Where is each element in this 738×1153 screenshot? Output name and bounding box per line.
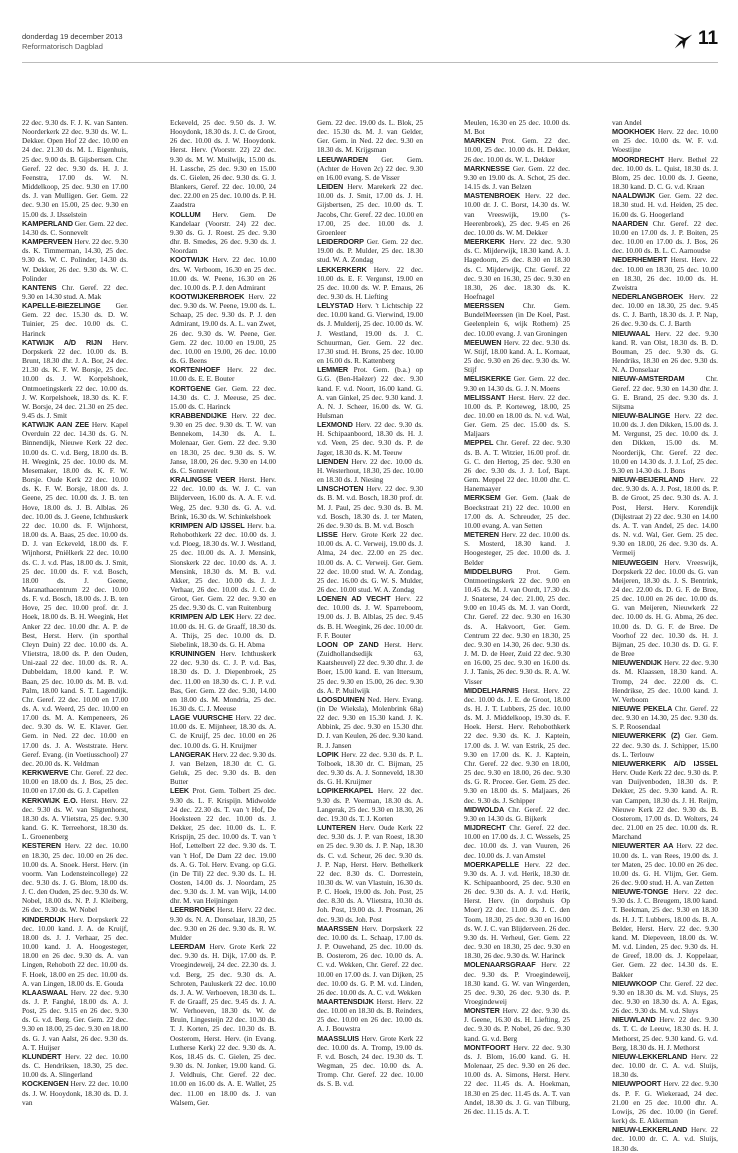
service-details: Gem. 22 dec. 19.00 ds. L. Blok, 25 dec. 15.30 ds. M. J. van Gelder, Ger. Gem. in Ned. 22 dec. 9.30 en 18.30 ds. M. Krijgsman xyxy=(317,118,423,155)
place-name: LEEK xyxy=(170,786,190,796)
service-details: Eckeveld, 25 dec. 9.50 ds. J. W. Hooydonk, 18.30 ds. J. C. de Groot, 26 dec. 10.00 ds. J. W. Hooydonk. Herst. Herv. (Voorstr. 22) 22 dec. 9.30 ds. M. W. Muilwijk, 15.00 ds. H. Lassche, 25 dec. 9.30 en 15.00 ds. C. Gielen, 26 dec. 9.30 ds. G. J. Blankers, Geref. 22 dec. 10.00, 24 dec. 22.00 en 25 dec. 10.00 ds. P. H. Zaadstra xyxy=(170,118,276,210)
service-entry xyxy=(22,988,128,1052)
place-name: LISSE xyxy=(317,530,338,540)
service-entry xyxy=(464,1006,570,1043)
service-entry xyxy=(170,905,276,942)
place-name: MELISKERKE xyxy=(464,374,511,384)
place-name: NEDERHEMERT xyxy=(612,255,668,265)
place-name: KOOTWIJK xyxy=(170,255,209,265)
place-name: LINSCHOTEN xyxy=(317,484,364,494)
place-name: KRIMPEN A/D LEK xyxy=(170,612,234,622)
service-entry xyxy=(464,686,570,805)
service-entry xyxy=(612,1125,718,1152)
service-details: Chr. Geref. 22 dec. 10.00 en 18.00 ds. J. Bos, 25 dec. 10.00 en 17.00 ds. G. J. Capellen xyxy=(22,768,128,796)
service-entry xyxy=(317,530,423,594)
service-details: Herv. 22 dec. 9.30 kand. R. van Olst, 18.30 ds. B. D. Bouman, 25 dec. 9.30 ds. G. Hendriks, 18.30 en 26 dec. 9.30 ds. N. A. Donselaar xyxy=(612,328,718,375)
service-entry xyxy=(464,118,570,136)
service-entry xyxy=(464,438,570,493)
service-details: Herv. 't Lichtschip 22 dec. 10.00 kand. G. Vierwind, 19.00 ds. J. Mulderij, 25 dec. 10.00 ds. W. J. Westland, 19.00 ds. J. C. Schuurman, Ger. Gem. 22 dec. 17.30 stud. H. Brons, 25 dec. 10.00 en 16.00 ds. R. Kattenberg xyxy=(317,301,423,366)
service-details: Chr. Geref. 22 dec. 9.30 ds. B. A. T. Witzier, 16.00 prof. dr. G. C. den Hertog, 25 dec. 9.30 en 26 dec. 9.30 ds. J. J. Lof, Bapt. Gem. Meppel 22 dec. 10.00 dhr. C. Hanemaayer xyxy=(464,438,570,494)
service-details: Herv. 22 dec. 10.00 dr. J. C. Borst, 14.30 ds. W. van Vreeswijk, 19.00 ('s-Heerenbroek), 25 dec. 9.45 en 26 dec. 10.00 ds. W. M. Dekker xyxy=(464,191,570,237)
place-name: NIEUWERTER AA xyxy=(612,841,674,851)
service-entry xyxy=(22,219,128,237)
service-details: Herv. Bethel 22 dec. 10.00 ds. L. Quist, 18.30 ds. J. Blom, 25 dec. 10.00 ds. J. Geene, 18.30 kand. D. C. G. v.d. Kraan xyxy=(612,154,718,192)
place-name: KOOTWIJKERBROEK xyxy=(170,291,245,301)
place-name: KRABBENDIJKE xyxy=(170,411,227,420)
service-entry xyxy=(170,649,276,713)
listing-column xyxy=(317,118,424,1089)
service-details: Ger. Gem. 22 dec. 9.30 ds. J. Schipper, 15.00 ds. L. Terlouw xyxy=(612,731,718,759)
service-entry xyxy=(22,420,128,768)
place-name: NEDERLANGBROEK xyxy=(612,291,684,301)
service-details: Chr. Geref. 22 dec. 10.00 en 17.00 ds. J. C. Wessels, 25 dec. 10.00 ds. J. van Vuuren, 26 dec. 10.00 ds. J. van Amstel xyxy=(464,823,570,860)
place-name: MONSTER xyxy=(464,1006,500,1016)
place-name: MELISSANT xyxy=(464,392,506,402)
service-details: Herv. 22 dec. 10.00 ds. H. G. de Graaff, 18.30 ds. A. Thijs, 25 dec. 10.00 ds. D. Siebelink, 18.30 ds. G. H. Abma xyxy=(170,612,277,649)
listing-column xyxy=(22,118,129,1107)
service-details: Herst. Herv. 22 dec. 9.30 ds. W. van Sligtenhorst, 18.30 ds. A. Vlietstra, 25 dec. 9.30 kand. G. K. Terreehorst, 18.30 ds. L. Groenenberg xyxy=(22,795,129,842)
service-entry xyxy=(464,823,570,860)
place-name: MEERSSEN xyxy=(464,301,505,311)
place-name: LEIDEN xyxy=(317,182,344,192)
place-name: LIENDEN xyxy=(317,456,349,466)
place-name: NIEUW-AMSTERDAM xyxy=(612,374,685,384)
service-details: Herv. 22 dec. 10.00 ds. J. W. Hooydonk, 18.30 ds. D. J. van xyxy=(22,1079,129,1107)
service-entry xyxy=(464,393,570,439)
service-details: Herv. Vreeswijk, Dorpskerk 22 dec. 10.00 ds. G. van Meijeren, 18.30 ds. J. S. Bentrink, 24 dec. 22.00 ds. D. G. F. de Bree, 25 dec. 10.00 en 26 dec. 10.00 ds. G. van Meijeren, Nieuwkerk 22 dec. 10.00 ds. H. G. Abma, 26 dec. 10.00 ds. D. G. F. de Bree. De Voorhof 22 dec. 10.30 ds. H. J. Bijman, 25 dec. 10.30 ds. D. G. F. de Bree xyxy=(612,557,718,659)
service-details: Chr. Geref. 22 dec. 10.00 en 17.00 ds. J. P. Boiten, 25 dec. 10.00 en 17.00 ds. J. Bos, 26 dec. 10.00 ds. B. L. C. Aarnoudse xyxy=(612,218,718,256)
service-details: Herv. 22 dec. 9.30 ds. B. M. v.d. Bosch, 18.30 prof. dr. M. J. Paul, 25 dec. 9.30 ds. B. M. v.d. Bosch, 18.30 ds. J. ter Maten, 26 dec. 9.30 ds. B. M. v.d. Bosch xyxy=(317,484,423,530)
newspaper-name: Reformatorisch Dagblad xyxy=(22,42,103,51)
service-details: Herv. 22 dec. 10.00 en 18.30, 25 dec. 9.45 ds. C. J. Barth, 18.30 ds. J. P. Nap, 26 dec. 9.30 ds. C. J. Barth xyxy=(612,291,718,329)
place-name: KORTENHOEF xyxy=(170,365,221,375)
service-entry xyxy=(317,750,423,787)
service-entry xyxy=(317,786,423,823)
place-name: NIEUWPOORT xyxy=(612,1079,662,1089)
service-details: Herv. Grote Kerk 22 dec. 10.00 ds. A. C. Verweij, 19.00 ds. J. Alma, 24 dec. 22.00 en 25 dec. 10.00 ds. A. C. Verweij. Ger. Gem. 22 dec. 10.00 stud. W. A. Zondag, 25 dec. 16.00 ds. G. W. S. Mulder, 26 dec. 10.00 stud. W. A. Zondag xyxy=(317,530,423,594)
service-details: Herv. 22 dec. 10.00 en 25 dec. 10.00 ds. W. F. v.d. Woestijne xyxy=(612,127,719,155)
service-entry xyxy=(612,219,718,256)
place-name: KLUNDERT xyxy=(22,1051,62,1061)
service-entry xyxy=(464,1043,570,1116)
service-details: Herv. Grote Kerk 22 dec. 9.30 ds. H. Dijk, 17.00 ds. P. Vroegindeweij, 24 dec. 22.30 ds. J. v.d. Berg, 25 dec. 9.30 ds. A. Schroten, Pauluskerk 22 dec. 10.00 ds. J. A. W. Verhoeven, 18.30 ds. L. F. de Graaff, 25 dec. 9.45 ds. J. A. W. Verhoeven, 18.30 ds. W. de Bruin, Lingesteijn 22 dec. 10.30 ds. T. J. Korten, 25 dec. 10.30 ds. B. Oosterom, Herst. Herv. (in Evang. Lutherse Kerk) 22 dec. 9.30 ds. A. Kos, 18.45 ds. C. Gielen, 25 dec. 9.30 ds. N. Jonker, 19.00 kand. G. J. Veldhuis, Chr. Geref. 22 dec. 10.00 en 16.00 ds. A. E. Wallet, 25 dec. 11.00 en 18.00 ds. J. van Walsem, Ger. xyxy=(170,942,276,1107)
place-name: MOOKHOEK xyxy=(612,127,655,137)
service-entry xyxy=(317,155,423,182)
place-name: NAALDWIJK xyxy=(612,191,655,201)
service-entry xyxy=(317,237,423,264)
service-entry xyxy=(464,301,570,338)
service-entry xyxy=(170,210,276,256)
service-entry xyxy=(170,713,276,750)
place-name: LOON OP ZAND xyxy=(317,639,379,649)
place-name: LELYSTAD xyxy=(317,301,354,311)
service-entry xyxy=(464,237,570,301)
place-name: LOOSDUINEN xyxy=(317,694,365,704)
service-details: Herst. Herv. 22 dec. 10.00 en 18.30, 25 dec. 10.00 en 18.30, 26 dec. 10.00 ds. H. Zweistra xyxy=(612,255,719,292)
service-entry xyxy=(464,136,570,163)
service-entry xyxy=(317,118,423,155)
place-name: LEERDAM xyxy=(170,942,206,952)
place-name: LEKKERKERK xyxy=(317,264,367,274)
place-name: NIEUWENDIJK xyxy=(612,658,662,668)
place-name: MOERKAPELLE xyxy=(464,859,519,869)
service-entry xyxy=(22,237,128,283)
place-name: MOORDRECHT xyxy=(612,154,665,164)
page-number: 11 xyxy=(698,28,719,49)
service-details: Herv. 22 dec. 9.30 ds. J. C. Breugem, 18.00 kand. T. Beekman, 25 dec. 9.30 en 18.30 ds. H. J. T. Lubbers, 18.00 ds. B. A. Belder, Herst. Herv. 22 dec. 9.30 kand. M. Diepeveen, 18.00 ds. W. M. v.d. Linden, 25 dec. 9.30 ds. H. de Greef, 18.00 ds. J. Koppelaar, Ger. Gem. 22 dec. 14.30 ds. E. Bakker xyxy=(612,887,718,979)
place-name: KRALINGSE VEER xyxy=(170,475,236,485)
place-name: NIEUWE PEKELA xyxy=(612,704,673,713)
service-details: Ger. Gem. (Jaak de Boeckstraat 21) 22 dec. 10.00 en 17.00 ds. A. Schreuder, 25 dec. 10.00 evang. A. van Setten xyxy=(464,493,570,530)
service-details: Herv. 22 dec. 10.00 ds. E. Mijnheer, 18.30 ds. A. C. de Kruijf, 25 dec. 10.00 en 26 dec. 10.00 ds. G. H. Kruijmer xyxy=(170,713,276,750)
place-name: NIEUW-BEIJERLAND xyxy=(612,475,684,485)
service-entry xyxy=(612,704,718,731)
place-name: LOPIK xyxy=(317,749,339,759)
service-details: Ger. Gem. 22 dec. 9.30 en 19.00 ds. A. Schot, 25 dec. 14.15 ds. J. van Belzen xyxy=(464,163,571,192)
place-name: MIDDELBURG xyxy=(464,566,513,576)
service-entry xyxy=(612,979,718,1016)
place-name: KESTEREN xyxy=(22,841,61,851)
service-details: Herv. 22 dec. 9.30 ds. A. J. Post, 18.00 ds. P. B. de Groot, 25 dec. 9.30 ds. A. J. Post, Herst. Herv. Korendijk (Dijkstraat 2) 22 dec. 9.30 en 14.00 ds. A. T. van Andel, 25 dec. 14.00 ds. N. v.d. Wal, Ger. Gem. 25 dec. 9.30 en 18.00, 26 dec. 9.30 ds. A. Vermeij xyxy=(612,475,718,558)
service-details: Herv. 22 dec. 9.30 ds. H. Schipaanboord, 18.30 ds. H. J. v.d. Veen, 25 dec. 9.30 ds. P. de Jager, 18.30 ds. K. M. Teeuw xyxy=(317,420,424,457)
service-entry xyxy=(170,118,276,210)
service-details: Ger. Gem. 22 dec. 15.30 ds. D. W. Tuinier, 25 dec. 10.00 ds. C. Harinck xyxy=(22,301,128,338)
service-details: Herv. Dorpskerk 22 dec. 10.00 kand. J. A. de Kruijf, 18.00 ds. J. J. Verhaar, 25 dec. 10.00 kand. J. A. Hoogesteger, 18.00 en 26 dec. 9.30 ds. A. van Lingen, Rehoboth 22 dec. 10.00 ds. F. Hoek, 18.00 en 25 dec. 10.00 ds. A. van Lingen, 18.00 ds. E. Gouda xyxy=(22,914,129,988)
place-name: KATWIJK AAN ZEE xyxy=(22,420,89,430)
place-name: LEIDERDORP xyxy=(317,237,364,247)
service-details: Herv. 22 dec. 9.30 en 25 dec. 9.30 ds. T. W. van Bennekom, 14.30 ds. A. L. Molenaar, Ger. Gem. 22 dec. 9.30 en 18.30, 25 dec. 9.30 ds. S. W. Janse, 18.00, 26 dec. 9.30 en 14.00 ds. C. Sonnevelt xyxy=(170,411,276,475)
service-entry xyxy=(464,374,570,392)
service-entry xyxy=(612,191,718,218)
place-name: NIEUWKOOP xyxy=(612,978,657,988)
listing-column xyxy=(464,118,571,1116)
place-name: NIEUW-LEKKERLAND xyxy=(612,1125,688,1135)
service-entry xyxy=(317,924,423,997)
page-header xyxy=(22,30,718,60)
service-details: Prot. Gem. 22 dec. 10.00, 25 dec. 10.00 ds. H. Dekker, 26 dec. 10.00 ds. W. L. Dekker xyxy=(464,136,570,164)
service-details: Herv. 22 dec. 9.30 ds. J. P. Fanghé, 18.00 ds. A. J. Post, 25 dec. 9.15 en 26 dec. 9.30 ds. G. v.d. Berg. Ger. Gem. 22 dec. 9.30 en 18.00, 25 dec. 9.30 en 18.00 ds. G. J. van Aalst, 26 dec. 9.30 ds. A. T. Huijser xyxy=(22,987,128,1052)
service-entry xyxy=(170,365,276,383)
service-details: Chr. Geref. 22 dec. 9.30 en 14.30 dhr. J. G. E. Brand, 25 dec. 9.30 ds. J. Sijtsma xyxy=(612,374,718,411)
service-entry xyxy=(22,118,128,219)
service-entry xyxy=(170,786,276,905)
service-details: Ger. Gem. 22 dec. 18.30 stud. H. v.d. Heiden, 25 dec. 16.00 ds. G. Hoogerland xyxy=(612,191,718,219)
service-entry xyxy=(612,658,718,704)
service-details: Ger. Gem. 22 dec. 14.30 ds. C. Sonnevelt xyxy=(22,218,128,237)
service-entry xyxy=(612,1015,718,1052)
service-details: Herv. 22 dec. 9.30 ds. W. Peene, 19.00 ds. L. Schaap, 25 dec. 9.30 ds. P. J. den Admirant, 19.00 ds. A. L. van Zwet, 26 dec. 9.30 ds. W. Peene, Ger. Gem. 22 dec. 10.00 en 19.00, 25 dec. 10.00 en 19.00, 26 dec. 10.00 ds. G. Beens xyxy=(170,291,277,366)
place-name: NIEUW-LEKKERLAND xyxy=(612,1051,688,1061)
place-name: KOCKENGEN xyxy=(22,1079,69,1089)
service-entry xyxy=(317,265,423,302)
service-entry xyxy=(317,420,423,457)
place-name: LANGERAK xyxy=(170,749,211,759)
listing-column xyxy=(612,118,719,1153)
service-details: Herst. Herv. 22 dec. 10.00 ds. J. E. de Groot, 18.00 ds. H. J. T. Lubbers, 25 dec. 10.00 ds. M. J. Middelkoop, 19.30 ds. F. Hoek. Herst. Herv. Rehobothkerk 22 dec. 9.30 ds. K. J. Kaptein, 17.00 ds. J. W. van Estrik, 25 dec. 9.30 en 17.00 ds. K. J. Kaptein, Chr. Geref. 22 dec. 9.30 en 18.00, 25 dec. 9.30 en 18.00, 26 dec. 9.30 ds. G. R. Procee. Ger. Gem. 25 dec. 9.30 en 18.00 ds. S. Maljaars, 26 dec. 9.30 ds. J. Schipper xyxy=(464,685,571,805)
place-name: MARKNESSE xyxy=(464,163,510,173)
service-details: Herv. 22 dec. 9.30 ds. J. Geene, 16.30 ds. H. Liefting, 25 dec. 9.30 ds. P. Nobel, 26 dec. 9.30 kand. G. v.d. Berg xyxy=(464,1006,571,1043)
service-details: Herv. 22 dec. 9.30 ds. T. C. de Leeuw, 18.30 ds. H. J. Methorst, 25 dec. 9.30 kand. G. v.d. Berg, 18.30 ds. H. J. Methorst xyxy=(612,1015,718,1052)
service-details: Herv. Grote Kerk 22 dec. 10.00 ds. A. Tromp, 19.00 ds. F. v.d. Bosch, 24 dec. 19.30 ds. T. Wegman, 25 dec. 10.00 ds. A. Tromp. Chr. Geref. 22 dec. 10.00 ds. S. B. v.d. xyxy=(317,1033,423,1089)
service-entry xyxy=(317,457,423,484)
service-entry xyxy=(612,475,718,557)
place-name: MEEUWEN xyxy=(464,337,502,347)
place-name: LEXMOND xyxy=(317,420,353,430)
service-entry xyxy=(317,640,423,695)
place-name: MARKEN xyxy=(464,136,496,146)
service-details: Prot. Gem. Tolbert 25 dec. 9.30 ds. L. F. Krispijn. Midwolde 24 dec. 22.30 ds. T. van 't Hof, De Hoeksteen 22 dec. 10.00 ds. J. Dekker, 25 dec. 10.00 ds. L. F. Krispijn, 25 dec. 10.00 ds. T. van 't Hof, Lettelbert 22 dec. 9.30 ds. T. van 't Hof, De Dam 22 dec. 19.00 ds. A. G. Tol. Herv. Evang. op G.G. (in De Til) 22 dec. 9.30 ds. L. H. Oosten, 14.00 ds. J. Noordam, 25 dec. 9.30 ds. J. M. van Wijk, 14.00 dhr. M. van Heijningen xyxy=(170,786,276,906)
service-details: Herv. Dorpskerk 22 dec. 10.00 ds. B. Brunt, 18.30 dhr. J. A. Bor, 24 dec. 21.30 ds. K. F. W. Borsje, 25 dec. 10.00 ds. J. W. Korpelshoek, Ontmoetingskerk 22 dec. 10.00 ds. J. W. Korpelshoek, 18.30 ds. K. F. W. Borsje, 24 dec. 21.30 en 25 dec. 9.45 ds. J. Smit xyxy=(22,337,129,420)
service-details: Herv. 22 dec. 9.30 ds. P. F. G. Wiekeraad, 24 dec. 21.00 en 25 dec. 10.00 dhr. A. Lowijs, 26 dec. 10.00 (in Geref. kerk) ds. E. Akkerman xyxy=(612,1079,718,1126)
place-name: NIEUWLAND xyxy=(612,1015,656,1025)
service-details: Herv. 22 dec. 10.00 ds. H. Westerhout, 18.30, 25 dec. 10.00 en 18.30 ds. J. Niesing xyxy=(317,456,423,485)
place-name: MIJDRECHT xyxy=(464,823,506,833)
service-entry xyxy=(464,860,570,961)
service-details: Herst. Herv. 22 dec. 10.00 ds. P. Korteweg, 18.00, 25 dec. 10.00 en 18.00 ds. N. v.d. Wal, Ger. Gem. 25 dec. 15.00 ds. S. Maljaars xyxy=(464,392,570,439)
place-name: NIEUW-BALINGE xyxy=(612,411,671,420)
service-entry xyxy=(612,374,718,411)
service-entry xyxy=(22,768,128,795)
service-entry xyxy=(317,182,423,237)
service-details: Herv. 22 dec. 10.00 en 18.30, 25 dec. 10.00 en 26 dec. 10.00 ds. A. Snoek. Herst. Herv. (in voorm. Van Lodensteincollege) 22 dec. 9.30 ds. J. G. Blom, 18.00 ds. J. C. den Ouden, 25 dec. 9.30 ds. W. Nobel, 18.00 ds. N. P. J. Kleiberg, 26 dec. 9.30 ds. W. Nobel xyxy=(22,841,129,915)
service-details: Herv. 22 dec. 10.00 dr. C. A. v.d. Sluijs, 18.30 ds. xyxy=(612,1051,719,1080)
service-entry xyxy=(170,384,276,411)
service-entry xyxy=(464,567,570,686)
service-entry xyxy=(612,1052,718,1079)
service-details: Chr. Geref. 22 dec. 9.30 en 14.30 ds. G. Bijkerk xyxy=(464,804,570,823)
place-name: MONTFOORT xyxy=(464,1042,511,1052)
service-entry xyxy=(612,255,718,292)
service-entry xyxy=(464,164,570,191)
place-name: NIEUWERKERK (Z) xyxy=(612,731,680,741)
service-details: van Andel xyxy=(612,118,642,127)
service-details: Herv. b.a. Rehobothkerk 22 dec. 10.00 ds. J. v.d. Ploeg, 18.30 ds. W. J. Westland, 25 dec. 10.00 ds. A. J. Mensink, Sionskerk 22 dec. 10.00 ds. A. J. Mensink, 18.30 ds. M. B. v.d. Akker, 25 dec. 10.00 ds. J. J. Verhaar, 26 dec. 10.00 ds. J. C. de Groot, Ger. Gem. 22 dec. 9.30 en 25 dec. 9.30 ds. C. van Ruitenburg xyxy=(170,520,277,613)
place-name: KORTGENE xyxy=(170,383,211,393)
place-name: KINDERDIJK xyxy=(22,914,66,924)
service-details: Herv. Kapel Overduin 22 dec. 14.30 ds. G. N. Binnendijk, Nieuwe Kerk 22 dec. 10.00 ds. C. v.d. Berg, 18.00 ds. B. H. Weegink, 25 dec. 10.00 ds. M. Mesemaker, 18.00 ds. K. F. W. Borsje. Oude Kerk 22 dec. 10.00 ds. K. F. W. Borsje, 18.00 ds. J. Geene, 25 dec. 10.00 ds. J. B. ten Hove, 18.00 ds. J. B. Alblas. 26 dec. 10.00 ds. J. Geene, Ichthuskerk 22 dec. 10.00 ds. F. Wijnhorst, 18.00 ds. A. Baas, 25 dec. 10.00 ds. D. J. van Eckeveld, 18.00 ds. F. Wijnhorst, Pniëlkerk 22 dec. 10.00 ds. C. J. v.d. Plas, 18.00 ds. J. Smit, 25 dec. 10.00 ds. F. v.d. Bosch, 18.00 ds. J. Geene, Maranathacentrum 22 dec. 10.00 ds. F. v.d. Bosch, 18.00 ds. J. B. ten Hove, 25 dec. 10.00 prof. dr. J. Hoek, 18.00 ds. B. H. Weegink, Het Anker 22 dec. 10.00 dhr. A. P. de Best, Herst. Herv. (in sporthal Cleyn Duin) 22 dec. 10.00 ds. A. Vlietstra, 18.00 ds. P. den Ouden, Uni-zaal 22 dec. 10.00 ds. R. A. Dubbeldam, 18.00 kand. P. W. Baan, 25 dec. 10.00 ds. M. B. v.d. Palm, 18.00 kand. S. T. Lagendijk. Chr. Geref. 22 dec. 10.00 en 17.00 ds. A. v.d. Weerd, 25 dec. 10.00 en 17.00 ds. M. A. Kempeneers, 26 dec. 9.30 ds. W. E. Klaver. Ger. Gem. in Ned. 22 dec. 10.00 en 17.00 ds. J. A. Weststrate. Herv. Geref. Evang. (in Voetiusschool) 27 dec. 20.00 ds. K. Veldman xyxy=(22,420,128,768)
place-name: KLAASWAAL xyxy=(22,987,68,997)
service-entry xyxy=(22,1052,128,1079)
service-details: Herst. Herv. 22 dec. 9.30 ds. N. A. Donselaar, 18.30, 25 dec. 9.30 en 26 dec. 9.30 ds. R. W. Mulder xyxy=(170,905,276,942)
service-entry xyxy=(170,411,276,475)
service-details: Herv. 22 dec. 10.00 ds. E. F. Vergunst, 19.00 en 25 dec. 10.00 ds. W. P. Emaus, 26 dec. 9.30 ds. H. Liefting xyxy=(317,264,423,301)
service-entry xyxy=(612,887,718,979)
service-details: Chr. Geref. 22 dec. 9.30 en 14.30 stud. A. Mak xyxy=(22,282,128,301)
service-entry xyxy=(612,759,718,841)
service-entry xyxy=(170,292,276,365)
place-name: LOPIKERKAPEL xyxy=(317,786,373,796)
service-details: 22 dec. 9.30 ds. F. J. K. van Santen. Noorderkerk 22 dec. 9.30 ds. W. L. Dekker. Open Hof 22 dec. 10.00 en 24 dec. 21.30 ds. M. L. Eigenhuis, 25 dec. 9.00 ds. B. Gijsbertsen. Chr. Geref. 22 dec. 9.30 ds. H. J. J. Feenstra, 17.00 ds. W. N. Middelkoop, 25 dec. 9.30 en 17.00 ds. J. van Mulligen. Ger. Gem. 22 dec. 9.30 en 15.00, 25 dec. 9.30 en 15.00 ds. J. IJsselstein xyxy=(22,118,128,219)
service-details: Ned. Herv. Evang. (in De Wieksla), Molenbrink 68a) 22 dec. 9.30 en 15.30 kand. J. K. Abbink, 25 dec. 9.30 en 15.30 dhr. D. J. van Keulen, 26 dec. 9.30 kand. R. J. Jansen xyxy=(317,694,423,750)
service-entry xyxy=(612,127,718,154)
service-entry xyxy=(170,612,276,649)
service-entry xyxy=(317,997,423,1034)
service-entry xyxy=(612,558,718,659)
service-entry xyxy=(612,155,718,192)
service-entry xyxy=(22,796,128,842)
place-name: KAPELLE-BIEZELINGE xyxy=(22,301,101,311)
place-name: KRUININGEN xyxy=(170,649,216,659)
service-details: Herv. 22 dec. 9.30 ds. P. L. Tolboek, 18.30 dr. C. Bijman, 25 dec. 9.30 ds. A. J. Sonneveld, 18.30 ds. G. H. Kruijmer xyxy=(317,749,423,787)
service-details: Herv. 22 dec. 10.00 ds. J. den Dikken, 15.00 ds. J. M. Vergunst, 25 dec. 10.00 ds. J. den Dikken, 15.00 ds. M. Noorderijk, Chr. Geref. 22 dec. 10.00 en 14.30 ds. J. J. Lof, 25 dec. 9.30 en 14.30 ds. J. Bons xyxy=(612,411,718,475)
place-name: KRIMPEN A/D IJSSEL xyxy=(170,520,245,530)
service-details: Herv. 22 dec. 9.30 ds. J. van Belzen, 18.30 dr. C. G. Geluk, 25 dec. 9.30 ds. B. den Butter xyxy=(170,749,277,787)
service-entry xyxy=(317,301,423,365)
service-details: Ger. Gem. 22 dec. 19.00 ds. P. Mulder, 25 dec. 18.30 stud. W. A. Zondag xyxy=(317,237,423,265)
service-details: Herst. Herv. (Zuidhollandsedijk 63, Kaatsheuvel) 22 dec. 9.30 dhr. J. de Boer, 15.00 kand. E. van Ittersum, 25 dec. 9.30 en 15.00, 26 dec. 9.30 ds. A. P. Muilwijk xyxy=(317,639,424,695)
service-entry xyxy=(317,695,423,750)
place-name: LEMMER xyxy=(317,365,349,375)
service-entry xyxy=(464,530,570,567)
service-details: Herv. 22 dec. 10.00 ds. E. E. Bouter xyxy=(170,365,276,384)
place-name: NIEUWE-TONGE xyxy=(612,887,669,897)
place-name: KANTENS xyxy=(22,282,57,292)
service-details: Herv. Marekerk 22 dec. 10.00 ds. J. Smit, 17.00 ds. J. H. Gijsbertsen, 25 dec. 10.00 ds. T. Jacobs, Chr. Geref. 22 dec. 10.00 en 17.00, 25 dec. 10.00 ds. J. Groenleer xyxy=(317,182,423,237)
service-entry xyxy=(464,493,570,530)
service-details: Herv. 22 dec. 10.00 ds. L. van Rees, 19.00 ds. J. ter Maten, 25 dec. 10.00 en 26 dec. 10.00 ds. G. H. Vlijm, Ger. Gem. 26 dec. 9.00 stud. H. A. van Zetten xyxy=(612,841,719,887)
place-name: MOLENAARSGRAAF xyxy=(464,960,536,970)
place-name: METEREN xyxy=(464,530,499,540)
place-name: KAMPERLAND xyxy=(22,218,73,228)
service-details: Herv. 22 dec. 9.30 ds. J. Blom, 16.00 kand. G. H. Molenaar, 25 dec. 9.30 en 26 dec. 10.00 ds. A. Simons, Herst. Herv. 22 dec. 11.45 ds. A. Hoekman, 18.30 en 25 dec. 11.45 ds. A. T. van Andel, 18.30 ds. J. G. van Tilburg, 26 dec. 11.15 ds. A. T. xyxy=(464,1042,570,1116)
header-divider xyxy=(22,62,718,63)
service-entry xyxy=(22,301,128,338)
service-entry xyxy=(317,823,423,924)
service-details: Ger. Gem. 22 dec. 9.30 en 14.30 ds. G. J. N. Moens xyxy=(464,374,570,393)
service-details: Ger. Gem. 22 dec. 14.30 ds. C. J. Meeuse, 25 dec. 15.00 ds. C. Harinck xyxy=(170,383,276,411)
service-entry xyxy=(22,915,128,988)
service-details: Herst. Herv. 22 dec. 10.00 en 18.30 ds. B. Reinders, 25 dec. 10.00 en 26 dec. 10.00 ds. A. J. Bouwstra xyxy=(317,997,424,1034)
service-details: Herv. Ichthuskerk 22 dec. 9.30 ds. C. J. P. v.d. Bas, 18.30 ds. D. J. Diepenbroek, 25 dec. 11.00 en 18.30 ds. C. J. P. v.d. Bas, Ger. Gem. 22 dec. 9.30, 14.00 en 18.00 ds. M. Mondria, 25 dec. 16.30 ds. C. J. Meeuse xyxy=(170,649,276,713)
service-details: Herv. 22 dec. 10.00 ds. C. Hendriksen, 18.30, 25 dec. 10.00 ds. A. Slingerland xyxy=(22,1051,128,1080)
place-name: KAMPERVEEN xyxy=(22,237,73,247)
place-name: KATWIJK A/D RIJN xyxy=(22,337,103,347)
place-name: LEEUWARDEN xyxy=(317,154,368,164)
service-details: Herv. 22 dec. 10.00 ds. J. W. Sparreboom, 19.00 ds. J. B. Alblas, 25 dec. 9.45 ds. B. H. Weegink, 26 dec. 10.00 dr. F. F. Bouter xyxy=(317,594,423,640)
place-name: MERKSEM xyxy=(464,493,501,503)
service-entry xyxy=(317,484,423,530)
service-details: Meulen, 16.30 en 25 dec. 10.00 ds. M. Bot xyxy=(464,118,570,137)
service-entry xyxy=(170,475,276,521)
service-entry xyxy=(464,338,570,375)
place-name: NIEUWEGEIN xyxy=(612,557,659,567)
place-name: KOLLUM xyxy=(170,209,201,219)
place-name: KERKWERVE xyxy=(22,768,69,778)
service-details: Herv. 22 dec. 9.30 ds. P. Vroegindeweij, 18.30 kand. G. W. van Wingerden, 25 dec. 9.30, 26 dec. 9.30 ds. P. Vroegindeweij xyxy=(464,960,570,1006)
service-entry xyxy=(612,411,718,475)
place-name: LAGE VUURSCHE xyxy=(170,713,233,723)
service-entry xyxy=(317,365,423,420)
service-entry xyxy=(170,255,276,292)
service-details: Herv. 22 dec. 10.00 ds. S. Mosterd, 18.30 kand. J. Hoogesteger, 25 dec. 10.00 ds. J. Belder xyxy=(464,530,570,567)
place-name: LEERBROEK xyxy=(170,905,215,915)
place-name: MIDDELHARNIS xyxy=(464,685,519,695)
service-details: Herv. 22 dec. 9.30 ds. A. J. v.d. Herik, 18.30 dr. K. Schipaanboord, 25 dec. 9.30 en 26 dec. 9.30 ds. A. J. v.d. Herik, Herst. Herv. (in dorpshuis Op Moer) 22 dec. 11.00 ds. J. C. den Toom, 18.30, 25 dec. 9.30 en 16.00 ds. W. J. C. van Blijderveen. 26 dec. 9.30 ds. H. Verheul, Ger. Gem. 22 dec. 9.30 en 18.30, 25 dec. 9.30 en 18.30, 26 dec. 9.30 ds. W. Harinck xyxy=(464,859,570,961)
place-name: NIEUWAAL xyxy=(612,328,651,338)
service-entry xyxy=(612,118,718,127)
issue-date: donderdag 19 december 2013 xyxy=(22,32,123,41)
service-entry xyxy=(22,338,128,420)
service-details: Herv. Oude Kerk 22 dec. 9.30 ds. J. P. van Roest, 18.30 en 25 dec. 9.30 ds. J. P. Nap, 18.30 ds. C. v.d. Scheur, 26 dec. 9.30 ds. J. P. Nap, Herst. Herv. Bethelkerk 22 dec. 8.30 ds. C. Dorrestein, 10.30 ds. W. van Vlastuin, 16.30 ds. P. C. Hoek, 19.00 ds. Joh. Post, 25 dec. 8.30 ds. A. Vlietstra, 10.30 ds. Joh. Post, 19.00 ds. J. Prosman, 26 dec. 9.30 ds. Joh. Post xyxy=(317,823,423,924)
service-details: Herv. 22 dec. 9.30 ds. K. Timmerman, 14.30, 25 dec. 9.30 ds. W. C. Polinder, 14.30 ds. W. Dekker, 26 dec. 9.30 ds. W. C. Polinder xyxy=(22,237,128,283)
place-name: NAARDEN xyxy=(612,218,648,228)
service-entry xyxy=(317,594,423,640)
service-entry xyxy=(22,841,128,914)
place-name: MEERKERK xyxy=(464,237,505,247)
place-name: MEPPEL xyxy=(464,438,494,448)
service-details: Chr. Gem. BundelMeerssen (in De Koel, Past. Geelenplein 6, wijk Rothem) 25 dec. 10.00 evang. J. van Groningen xyxy=(464,301,570,338)
place-name: MAARTENSDIJK xyxy=(317,997,374,1006)
service-details: Prot. Gem. (b.a.) op G.G. (Ben-Haëzer) 22 dec. 9.30 kand. F. v.d. Noort, 16.00 kand. G. A. van Ginkel, 25 dec. 9.30 kand. J. A. N. J. Scheer, 16.00 ds. W. G. Hulsman xyxy=(317,365,423,420)
service-entry xyxy=(317,1034,423,1089)
service-entry xyxy=(170,521,276,613)
service-details: Herv. Dorpskerk 22 dec. 10.00 ds. L. Schaap, 17.00 ds. J. P. Ouwehand, 25 dec. 10.00 ds. B. Oosterom, 26 dec. 10.00 ds. A. C. v.d. Wekken, Chr. Geref. 22 dec. 10.00 en 17.00 ds. J. van Dijken, 25 dec. 10.00 ds. G. P. M. v.d. Linden, 26 dec. 10.00 ds. A. C. v.d. Wekken xyxy=(317,923,424,997)
service-entry xyxy=(22,283,128,301)
place-name: MASTENBROEK xyxy=(464,191,521,201)
service-details: Chr. Geref. 22 dec. 9.30 en 18.30 ds. M. v.d. Sluys, 25 dec. 9.30 en 18.30 ds. A. A. Egas, 26 dec. 9.30 ds. M. v.d. Sluys xyxy=(612,978,718,1016)
service-details: Herv. 22 dec. 9.30 ds. C. Mijderwijk, 18.30 kand. A. J. Hagedoorn, 25 dec. 8.30 en 18.30 ds. C. Mijderwijk, Chr. Geref. 22 dec. 9.30 en 16.30, 25 dec. 9.30 en 18.30, 26 dec. 18.30 ds. K. Hoefnagel xyxy=(464,237,570,301)
service-entry xyxy=(464,805,570,823)
service-entry xyxy=(464,960,570,1006)
church-services-listing xyxy=(22,118,719,1153)
service-details: Herv. 22 dec. 10.00 drs. W. Verboom, 16.30 en 25 dec. 10.00 ds. W. Peene, 16.30 en 26 dec. 10.00 ds. P. J. den Admirant xyxy=(170,255,276,292)
service-entry xyxy=(170,750,276,787)
service-entry xyxy=(170,942,276,1107)
service-details: Herst. Herv. 22 dec. 10.00 ds. W. J. C. van Blijderveen, 16.00 ds. A. A. F. v.d. Weg, 25 dec. 9.30 ds. G. A. v.d. Brink, 16.30 ds. W. Schinkelshoek xyxy=(170,475,276,521)
service-entry xyxy=(612,292,718,329)
service-details: Herv. 22 dec. 9.30 ds. M. Klaassen, 18.30 kand. A. Tromp, 24 dec. 22.00 ds. C. Hendrikse, 25 dec. 10.00 kand. J. W. Verboom xyxy=(612,658,718,704)
bird-logo-icon xyxy=(672,30,694,52)
place-name: LOENEN AD VECHT xyxy=(317,594,391,604)
listing-column xyxy=(170,118,277,1107)
service-details: Herv. 22 dec. 9.30 ds. P. Veerman, 18.30 ds. A. Langerak, 25 dec. 9.30 en 18.30, 26 dec. 19.30 ds. T. J. Korten xyxy=(317,786,423,823)
service-entry xyxy=(464,191,570,237)
place-name: MAASSLUIS xyxy=(317,1033,360,1043)
service-entry xyxy=(612,731,718,758)
service-entry xyxy=(612,1079,718,1125)
service-entry xyxy=(22,1079,128,1106)
service-details: Prot. Gem. Ontmoetingskerk 22 dec. 9.00 en 10.45 ds. M. J. van Oordt, 17.30 ds. J. Snaterse, 24 dec. 21.00, 25 dec. 9.00 en 10.45 ds. M. J. van Oordt, Chr. Geref. 22 dec. 9.30 en 16.30 ds. A. Hakvoort, Ger. Gem. Centrum 22 dec. 9.30 en 18.30, 25 dec. 9.30 en 14.30, 26 dec. 9.30 ds. J. M. D. de Heer, Zuid 22 dec. 9.30 en 16.00, 25 dec. 9.30 en 16.00 ds. J. J. Tanis, 26 dec. 9.30 ds. R. A. W. Visser xyxy=(464,566,570,686)
place-name: NIEUWERKERK A/D IJSSEL xyxy=(612,758,718,768)
place-name: LUNTEREN xyxy=(317,823,356,833)
place-name: KERKWIJK E.O. xyxy=(22,795,78,805)
service-details: Herv. Gem. De Kandelaar (Voorstr. 24) 22 dec. 9.30 ds. G. J. Roest. 25 dec. 9.30 dhr. B. Smedes, 26 dec. 9.30 ds. J. Noordam xyxy=(170,209,277,256)
service-details: Chr. Geref. 22 dec. 9.30 en 14.30, 25 dec. 9.30 ds. S. P. Roosendaal xyxy=(612,704,719,732)
service-entry xyxy=(612,841,718,887)
service-details: Herv. Oude Kerk 22 dec. 9.30 ds. P. van Duijvenboden, 18.30 ds. P. Dekker, 25 dec. 9.30 kand. A. R. van Campen, 18.30 ds. J. H. Reijm, Nieuwe Kerk 22 dec. 9.30 ds. B. Oosterom, 17.00 ds. D. Wolters, 24 dec. 21.00 en 25 dec. 10.00 ds. R. Marchand xyxy=(612,768,718,842)
place-name: MAARSSEN xyxy=(317,923,358,933)
service-details: Herv. 22 dec. 10.00 dr. C. A. v.d. Sluijs, 18.30 ds. xyxy=(612,1125,719,1153)
place-name: MIDWOLDA xyxy=(464,804,505,814)
service-details: Herv. 22 dec. 9.30 ds. W. Stijf, 18.00 kand. A. L. Kornaat, 25 dec. 9.30 en 26 dec. 9.30 ds. W. Stijf xyxy=(464,337,570,375)
service-details: Ger. Gem. (Achter de Hoven 2c) 22 dec. 9.30 en 16.00 evang. S. de Visser xyxy=(317,154,423,182)
service-entry xyxy=(612,329,718,375)
